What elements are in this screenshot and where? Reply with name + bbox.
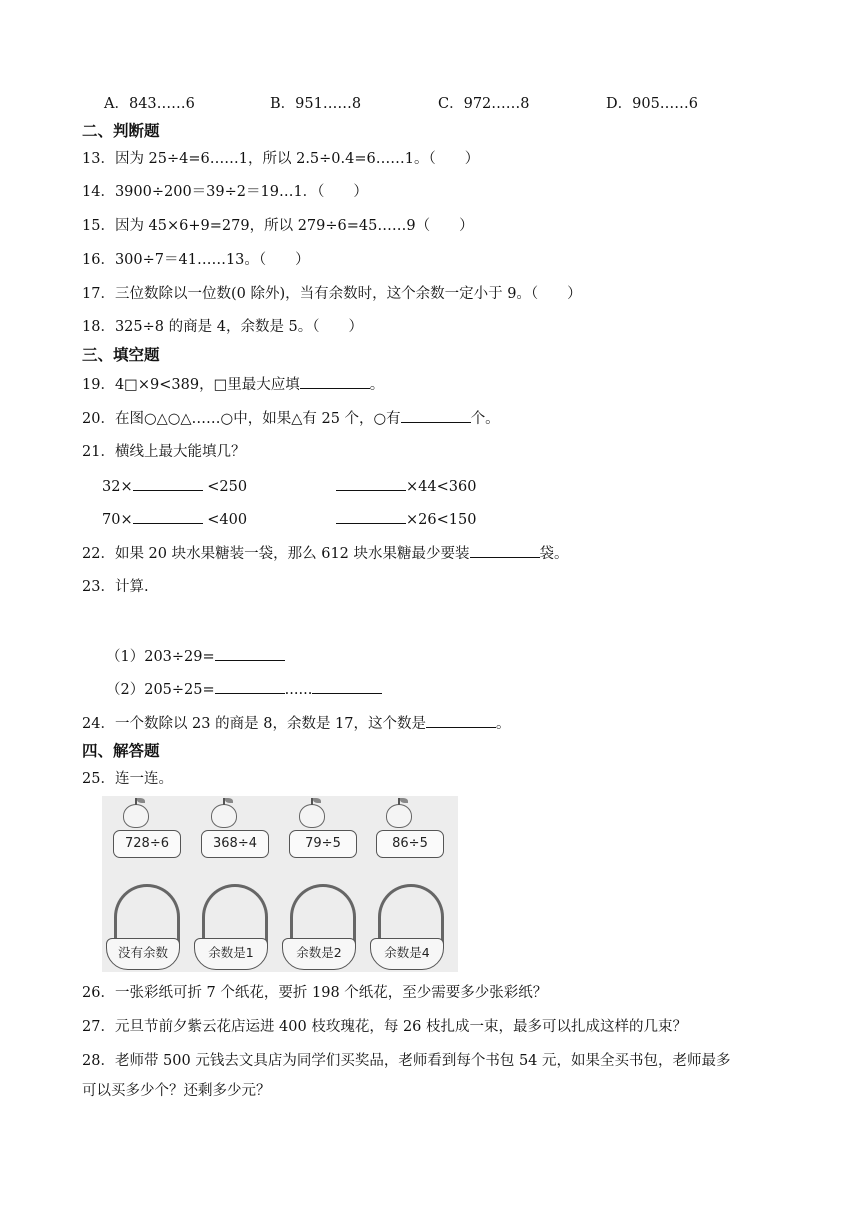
expr-suffix: ×26<150 [406, 512, 477, 528]
apple-icon [211, 804, 237, 828]
answer-blank[interactable] [215, 646, 285, 661]
answer-blank[interactable] [215, 679, 285, 694]
basket-handle-icon [202, 884, 268, 945]
expr-prefix: （2）205÷25= [106, 682, 215, 698]
question-21: 21．横线上最大能填几？ [82, 444, 246, 460]
question-20-text: 20．在图○△○△……○中，如果△有 25 个，○有 [82, 411, 401, 427]
question-25: 25．连一连。 [82, 771, 173, 787]
question-21-d [336, 509, 476, 530]
apple-icon [123, 804, 149, 828]
answer-blank[interactable] [401, 408, 471, 423]
basket-handle-icon [114, 884, 180, 945]
expression-card[interactable]: 368÷4 [201, 830, 269, 858]
question-24 [82, 713, 511, 734]
matching-picture [102, 796, 458, 972]
section-heading-solve: 四、解答题 [82, 742, 160, 760]
question-14: 14．3900÷200＝39÷2＝19…1．（ ） [82, 184, 368, 200]
option-a: A．843……6 [104, 96, 195, 112]
question-28-line-1: 28．老师带 500 元钱去文具店为同学们买奖品，老师看到每个书包 54 元，如果全买书包，老师最多 [82, 1053, 731, 1069]
question-17: 17．三位数除以一位数(0 除外)，当有余数时，这个余数一定小于 9。（ ） [82, 286, 582, 302]
question-27: 27．元旦节前夕紫云花店运进 400 枝玫瑰花，每 26 枝扎成一束，最多可以扎成这样的几束？ [82, 1019, 688, 1035]
question-21-a [102, 476, 247, 497]
section-heading-fill-blank: 三、填空题 [82, 346, 160, 364]
basket-card[interactable]: 余数是2 [282, 938, 356, 970]
apple-icon [299, 804, 325, 828]
basket-handle-icon [378, 884, 444, 945]
remainder-blank[interactable] [312, 679, 382, 694]
answer-blank[interactable] [470, 543, 540, 558]
question-21-c [102, 509, 247, 530]
expr-suffix: ×44<360 [406, 479, 477, 495]
option-b: B．951……8 [270, 96, 362, 112]
question-28-line-2: 可以买多少个？还剩多少元？ [82, 1083, 271, 1099]
question-19-text: 19．4□×9<389，□里最大应填 [82, 377, 300, 393]
question-22-text: 22．如果 20 块水果糖装一袋，那么 612 块水果糖最少要装 [82, 546, 470, 562]
question-21-b [336, 476, 476, 497]
question-18: 18．325÷8 的商是 4，余数是 5。（ ） [82, 319, 364, 335]
section-heading-judgement: 二、判断题 [82, 122, 160, 140]
answer-blank[interactable] [336, 476, 406, 491]
expression-card[interactable]: 728÷6 [113, 830, 181, 858]
basket-handle-icon [290, 884, 356, 945]
answer-blank[interactable] [133, 509, 203, 524]
question-26: 26．一张彩纸可折 7 个纸花，要折 198 个纸花，至少需要多少张彩纸？ [82, 985, 548, 1001]
expression-card[interactable]: 86÷5 [376, 830, 444, 858]
basket-card[interactable]: 余数是4 [370, 938, 444, 970]
expr-suffix: <400 [202, 512, 248, 528]
expr-prefix: 70× [102, 512, 133, 528]
question-22-suffix: 袋。 [539, 546, 569, 562]
expr-prefix: （1）203÷29= [106, 649, 215, 665]
basket-card[interactable]: 没有余数 [106, 938, 180, 970]
option-c: C．972……8 [438, 96, 530, 112]
answer-blank[interactable] [336, 509, 406, 524]
expr-prefix: 32× [102, 479, 133, 495]
question-24-text: 24．一个数除以 23 的商是 8，余数是 17，这个数是 [82, 716, 427, 732]
question-24-suffix: 。 [496, 716, 511, 732]
question-16: 16．300÷7＝41……13。（ ） [82, 252, 310, 268]
question-23: 23．计算. [82, 579, 149, 595]
expression-card[interactable]: 79÷5 [289, 830, 357, 858]
question-15: 15．因为 45×6+9=279，所以 279÷6=45……9（ ） [82, 218, 474, 234]
answer-blank[interactable] [300, 374, 370, 389]
question-19 [82, 374, 384, 395]
question-20 [82, 408, 500, 429]
remainder-dots: ...... [284, 682, 313, 698]
answer-blank[interactable] [133, 476, 203, 491]
answer-blank[interactable] [426, 713, 496, 728]
question-20-suffix: 个。 [470, 411, 500, 427]
question-23-part-1 [106, 646, 285, 667]
expr-suffix: <250 [202, 479, 248, 495]
option-d: D．905……6 [606, 96, 699, 112]
apple-icon [386, 804, 412, 828]
question-13: 13．因为 25÷4=6……1，所以 2.5÷0.4=6……1。（ ） [82, 151, 480, 167]
basket-card[interactable]: 余数是1 [194, 938, 268, 970]
question-22 [82, 543, 569, 564]
question-19-suffix: 。 [369, 377, 385, 393]
question-23-part-2 [106, 679, 382, 700]
